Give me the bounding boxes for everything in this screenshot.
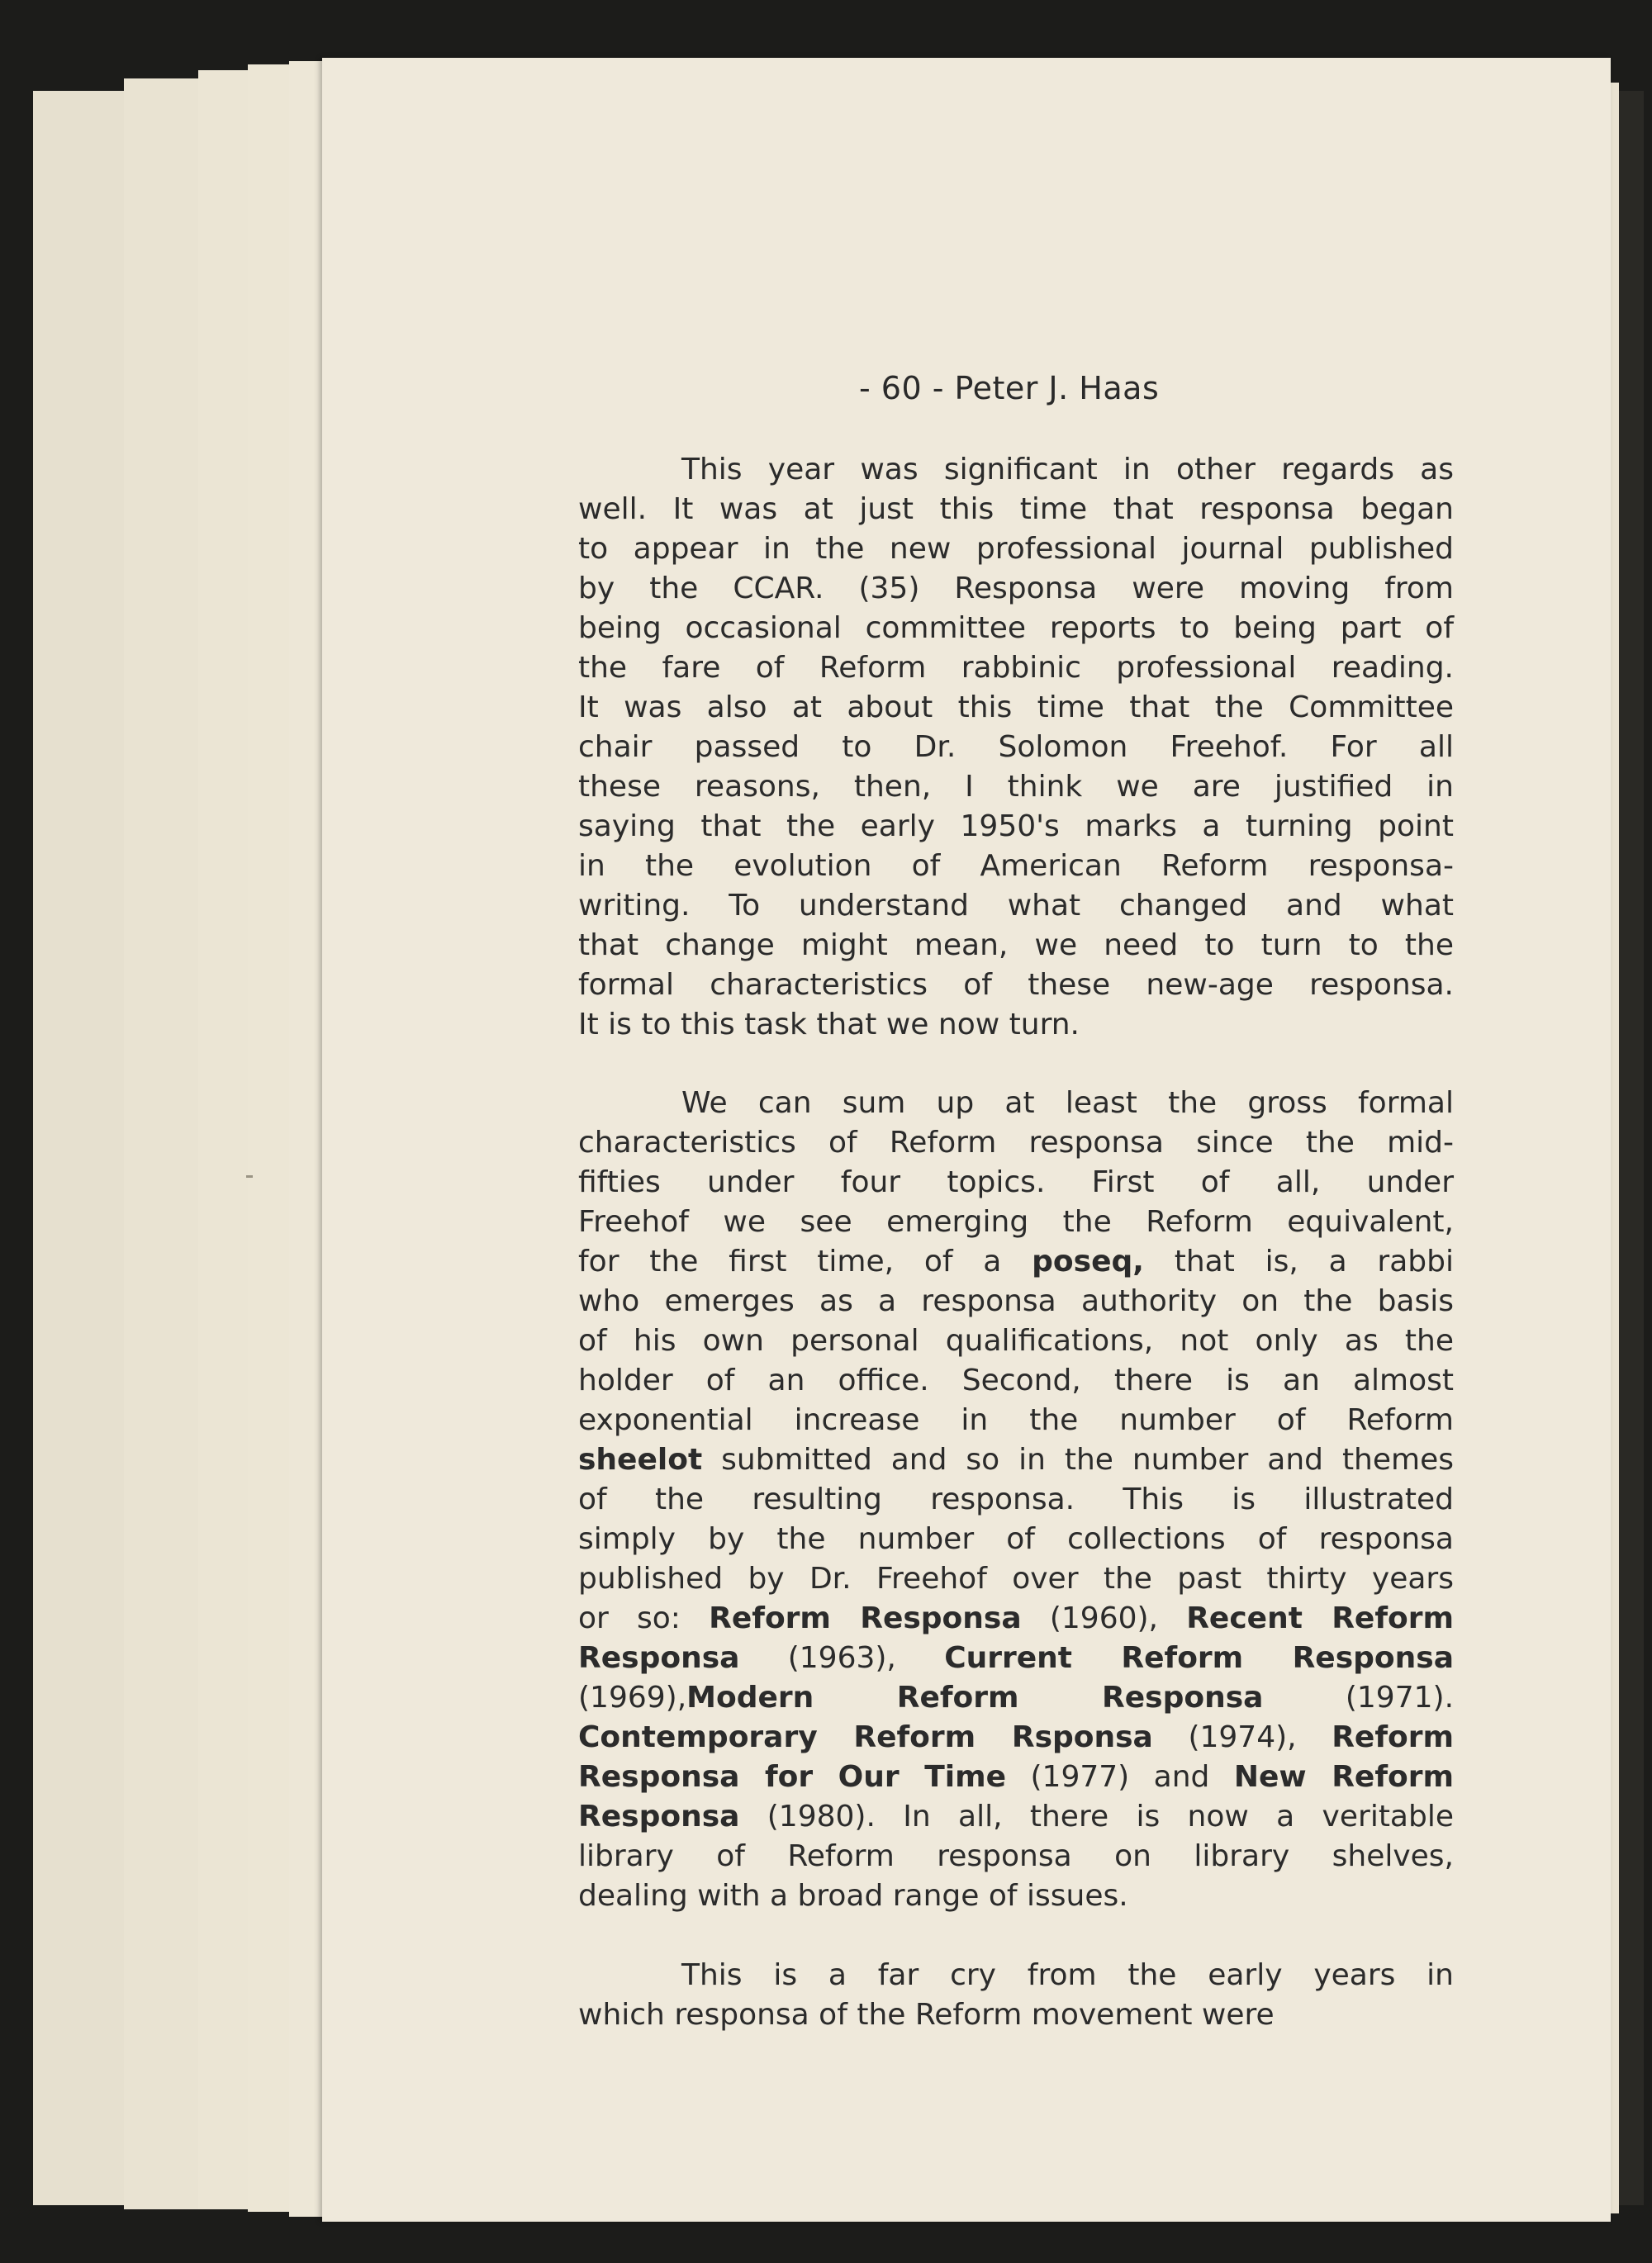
text-line: sheelot submitted and so in the number and themes bbox=[578, 1443, 1454, 1477]
bold-title: Recent Reform bbox=[1186, 1601, 1455, 1635]
text-line: Responsa (1980). In all, there is now a veritable bbox=[578, 1800, 1454, 1834]
page-header: - 60 - Peter J. Haas bbox=[859, 370, 1160, 406]
text-line: holder of an office. Second, there is an almost bbox=[578, 1364, 1454, 1397]
text-line: Responsa for Our Time (1977) and New Reform bbox=[578, 1760, 1454, 1794]
paragraph bbox=[578, 450, 1454, 1045]
text-line: characteristics of Reform responsa since the mid- bbox=[578, 1126, 1454, 1160]
bold-title: Responsa for Our Time bbox=[578, 1760, 1007, 1794]
bold-title: Reform Responsa bbox=[709, 1601, 1022, 1635]
text-line: which responsa of the Reform movement were bbox=[578, 1998, 1275, 2032]
text-line: in the evolution of American Reform responsa- bbox=[578, 849, 1454, 883]
text-line: This is a far cry from the early years in bbox=[681, 1958, 1454, 1992]
text-line: for the first time, of a poseq, that is, a rabbi bbox=[578, 1245, 1454, 1279]
text-line: formal characteristics of these new-age responsa. bbox=[578, 968, 1454, 1002]
text-line: Contemporary Reform Rsponsa (1974), Reform bbox=[578, 1720, 1454, 1754]
text-line: simply by the number of collections of responsa bbox=[578, 1522, 1454, 1556]
text-line: fifties under four topics. First of all, under bbox=[578, 1165, 1454, 1199]
text-line: We can sum up at least the gross formal bbox=[681, 1086, 1454, 1120]
text-line: (1969),Modern Reform Responsa (1971). bbox=[578, 1681, 1455, 1715]
text-line: writing. To understand what changed and what bbox=[578, 889, 1454, 923]
bold-title: Reform bbox=[1332, 1720, 1454, 1754]
bold-title: Contemporary Reform Rsponsa bbox=[578, 1720, 1153, 1754]
bold-title: sheelot bbox=[578, 1443, 703, 1477]
text-line: It was also at about this time that the Committee bbox=[578, 690, 1454, 724]
text-line: This year was significant in other regards as bbox=[681, 453, 1454, 486]
text-line: of the resulting responsa. This is illustrated bbox=[578, 1483, 1454, 1516]
paragraph bbox=[578, 1084, 1454, 1916]
bold-title: Current Reform Responsa bbox=[944, 1641, 1454, 1675]
text-line: Freehof we see emerging the Reform equivalent, bbox=[578, 1205, 1454, 1239]
bold-title: Responsa bbox=[578, 1800, 740, 1834]
page-mark bbox=[246, 1175, 253, 1178]
text-line: It is to this task that we now turn. bbox=[578, 1008, 1080, 1041]
text-line: who emerges as a responsa authority on the basis bbox=[578, 1284, 1454, 1318]
text-line: Responsa (1963), Current Reform Responsa bbox=[578, 1641, 1454, 1675]
text-line: saying that the early 1950's marks a turning point bbox=[578, 809, 1454, 843]
text-line: being occasional committee reports to being part of bbox=[578, 611, 1454, 645]
text-line: chair passed to Dr. Solomon Freehof. For all bbox=[578, 730, 1454, 764]
text-line: that change might mean, we need to turn to the bbox=[578, 928, 1454, 962]
bold-title: Responsa bbox=[578, 1641, 740, 1675]
text-line: or so: Reform Responsa (1960), Recent Reform bbox=[578, 1601, 1455, 1635]
text-line: to appear in the new professional journal published bbox=[578, 532, 1454, 566]
text-line: of his own personal qualifications, not only as the bbox=[578, 1324, 1454, 1358]
paragraph bbox=[578, 1956, 1454, 2035]
text-line: dealing with a broad range of issues. bbox=[578, 1879, 1128, 1913]
text-line: by the CCAR. (35) Responsa were moving from bbox=[578, 572, 1454, 605]
text-line: library of Reform responsa on library shelves, bbox=[578, 1839, 1454, 1873]
text-line: these reasons, then, I think we are justified in bbox=[578, 770, 1454, 804]
text-line: exponential increase in the number of Reform bbox=[578, 1403, 1454, 1437]
bold-title: Modern Reform Responsa bbox=[686, 1681, 1264, 1715]
bold-title: poseq, bbox=[1032, 1245, 1144, 1279]
text-line: published by Dr. Freehof over the past thirty years bbox=[578, 1562, 1454, 1596]
text-line: the fare of Reform rabbinic professional reading. bbox=[578, 651, 1454, 685]
bold-title: New Reform bbox=[1233, 1760, 1454, 1794]
text-line: well. It was at just this time that responsa began bbox=[578, 492, 1454, 526]
